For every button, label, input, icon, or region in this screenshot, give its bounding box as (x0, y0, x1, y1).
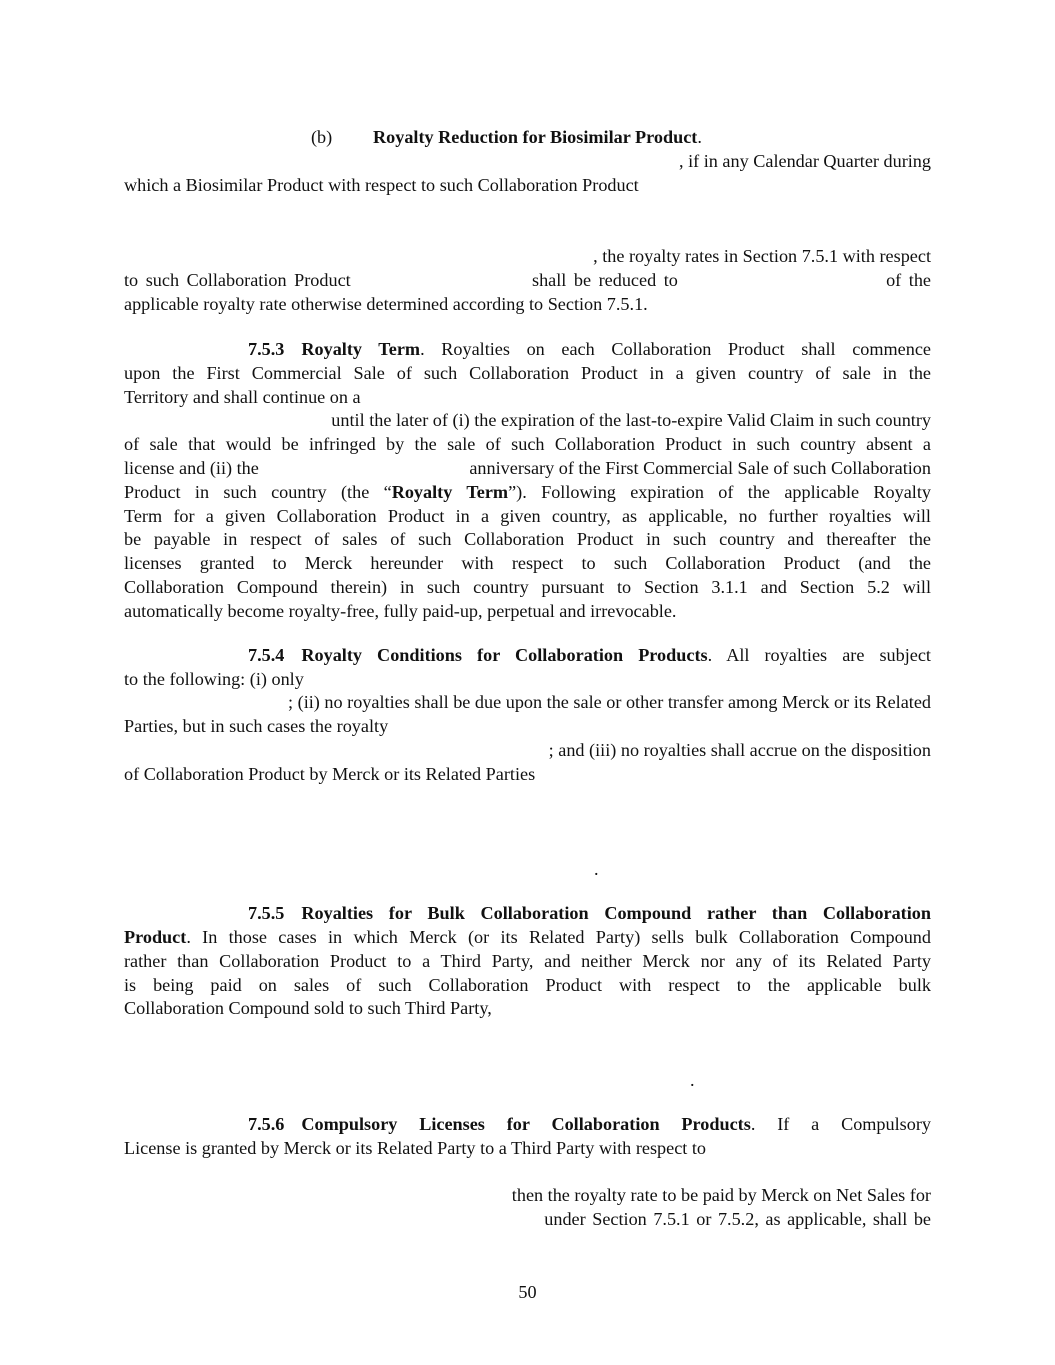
section-title-continued: Product (124, 927, 187, 947)
section-7-5-5-line: Product. In those cases in which Merck (or its Related Party) sells bulk Collaboration Compound (124, 927, 931, 947)
section-7-5-3-line: Collaboration Compound therein) in such country pursuant to Section 3.1.1 and Section 5.2 will (124, 577, 931, 597)
section-b-enum: (b) (311, 127, 333, 147)
section-b-title: Royalty Reduction for Biosimilar Product (373, 127, 698, 147)
section-7-5-3-line: Product in such country (the “Royalty Term”). Following expiration of the applicable Royalty (124, 482, 932, 502)
section-7-5-4-period: . (594, 859, 599, 879)
section-7-5-5-heading (124, 901, 931, 925)
section-7-5-5-line: rather than Collaboration Product to a Third Party, and neither Merck nor any of its Related Party (124, 951, 931, 971)
section-7-5-3-line: until the later of (i) the expiration of the last-to-expire Valid Claim in such country (331, 410, 931, 430)
section-number: 7.5.6 (248, 1114, 285, 1134)
section-7-5-4-line: ; (ii) no royalties shall be due upon the sale or other transfer among Merck or its Related (288, 692, 931, 712)
section-7-5-6-line: then the royalty rate to be paid by Merck on Net Sales for (511, 1185, 931, 1205)
section-7-5-4-line: Parties, but in such cases the royalty (124, 716, 389, 736)
section-7-5-3-line: Term for a given Collaboration Product in a given country, as applicable, no further royalties will (124, 506, 931, 526)
section-7-5-5-line: Collaboration Compound sold to such Third Party, (124, 998, 492, 1018)
section-7-5-6-line: under Section 7.5.1 or 7.5.2, as applicable, shall be (544, 1209, 931, 1229)
section-7-5-5-line: is being paid on sales of such Collaboration Product with respect to the applicable bulk (124, 975, 931, 995)
section-number: 7.5.4 (248, 645, 285, 665)
section-7-5-5-period: . (690, 1070, 695, 1090)
section-b-line: , if in any Calendar Quarter during (678, 151, 931, 171)
section-b-line: applicable royalty rate otherwise determined according to Section 7.5.1. (124, 294, 648, 314)
section-7-5-4-line: to the following: (i) only (124, 669, 304, 689)
page-number: 50 (518, 1282, 537, 1302)
section-7-5-3-line: upon the First Commercial Sale of such Collaboration Product in a given country of sale in the (124, 363, 931, 383)
section-number: 7.5.5 (248, 903, 285, 923)
section-number: 7.5.3 (248, 339, 285, 359)
section-title: Compulsory Licenses for Collaboration Products (301, 1114, 751, 1134)
section-7-5-4-line: of Collaboration Product by Merck or its Related Parties (124, 764, 536, 784)
section-7-5-3-heading: 7.5.3 Royalty Term. Royalties on each Collaboration Product shall commence (248, 339, 931, 359)
section-7-5-4-line: ; and (iii) no royalties shall accrue on the disposition (548, 740, 931, 760)
section-7-5-3-line: Territory and shall continue on a (124, 387, 361, 407)
section-7-5-6-line: License is granted by Merck or its Related Party to a Third Party with respect to (124, 1138, 707, 1158)
section-7-5-3-line: be payable in respect of sales of such Collaboration Product in such country and thereafter the (124, 529, 931, 549)
section-b-line: which a Biosimilar Product with respect to such Collaboration Product (124, 175, 639, 195)
document-page: (b) Royalty Reduction for Biosimilar Product. , if in any Calendar Quarter during which a Biosimilar Product with respect to such Collaboration Product , the royalty rates in Section 7.5.1 with respect to such Collaboration Product shall be reduced to of the applicable royalty rate otherwise determined according to Section 7.5.1. 7.5.3 Royalty Term. Royalties on each Collaboration Product shall commence upon the First Commercial Sale of such Collaboration Product in a given country of sale in the Territory and shall continue on a until the later of (i) the expiration of the last-to-expire Valid Claim in such country of sale that would be infringed by the sale of such Collaboration Product in such country absent a license and (ii) the anniversary of the First Commercial Sale of such Collaboration Product in such country (the “Royalty Term”). Following expiration of the applicable Royalty Term for a given Collaboration Product in a given country, as applicable, no further royalties will be payable in respect of sales of such Collaboration Product in such country and thereafter the licenses granted to Merck hereunder with respect to such Collaboration Product (and the Collaboration Compound therein) in such country pursuant to Section 3.1.1 and Section 5.2 will automatically become royalty-free, fully paid-up, perpetual and irrevocable. 7.5.4 Royalty Conditions for Collaboration Products. All royalties are subject to the following: (i) only ; (ii) no royalties shall be due upon the sale or other transfer among Merck or its Related Parties, but in such cases the royalty ; and (iii) no royalties shall accrue on the disposition of Collaboration Product by Merck or its Related Parties . 7.5.5 Royalties for Bulk Collaboration Compound rather than Collaboration Product. In those cases in which Merck (or its Related Party) sells bulk Collaboration Compound rather than Collaboration Product to a Third Party, and neither Merck nor any of its Related Party is being paid on sales of such Collaboration Product with respect to the applicable bulk Collaboration Compound sold to such Third Party, . 7.5.6 Compulsory Licenses for Collaboration Products. If a Compulsory License is granted by Merck or its Related Party to a Third Party with respect to then the royalty rate to be paid by Merck on Net Sales for under Section 7.5.1 or 7.5.2, as applicable, shall be 50 (0, 0, 1055, 1365)
section-7-5-3-line: licenses granted to Merck hereunder with respect to such Collaboration Product (and the (124, 553, 931, 573)
section-7-5-3-line: automatically become royalty-free, fully paid-up, perpetual and irrevocable. (124, 601, 677, 621)
section-7-5-4-heading: 7.5.4 Royalty Conditions for Collaboration Products. All royalties are subject (248, 645, 931, 665)
section-title: Royalties for Bulk Collaboration Compound rather than Collaboration (301, 903, 931, 923)
section-title: Royalty Term (301, 339, 421, 359)
defined-term: Royalty Term (391, 482, 509, 502)
section-7-5-6-heading: 7.5.6 Compulsory Licenses for Collaboration Products. If a Compulsory (248, 1114, 931, 1134)
section-7-5-3-line: of sale that would be infringed by the sale of such Collaboration Product in such country absent a (124, 434, 931, 454)
section-title: Royalty Conditions for Collaboration Products (301, 645, 708, 665)
section-b-line: , the royalty rates in Section 7.5.1 with respect (593, 246, 931, 266)
